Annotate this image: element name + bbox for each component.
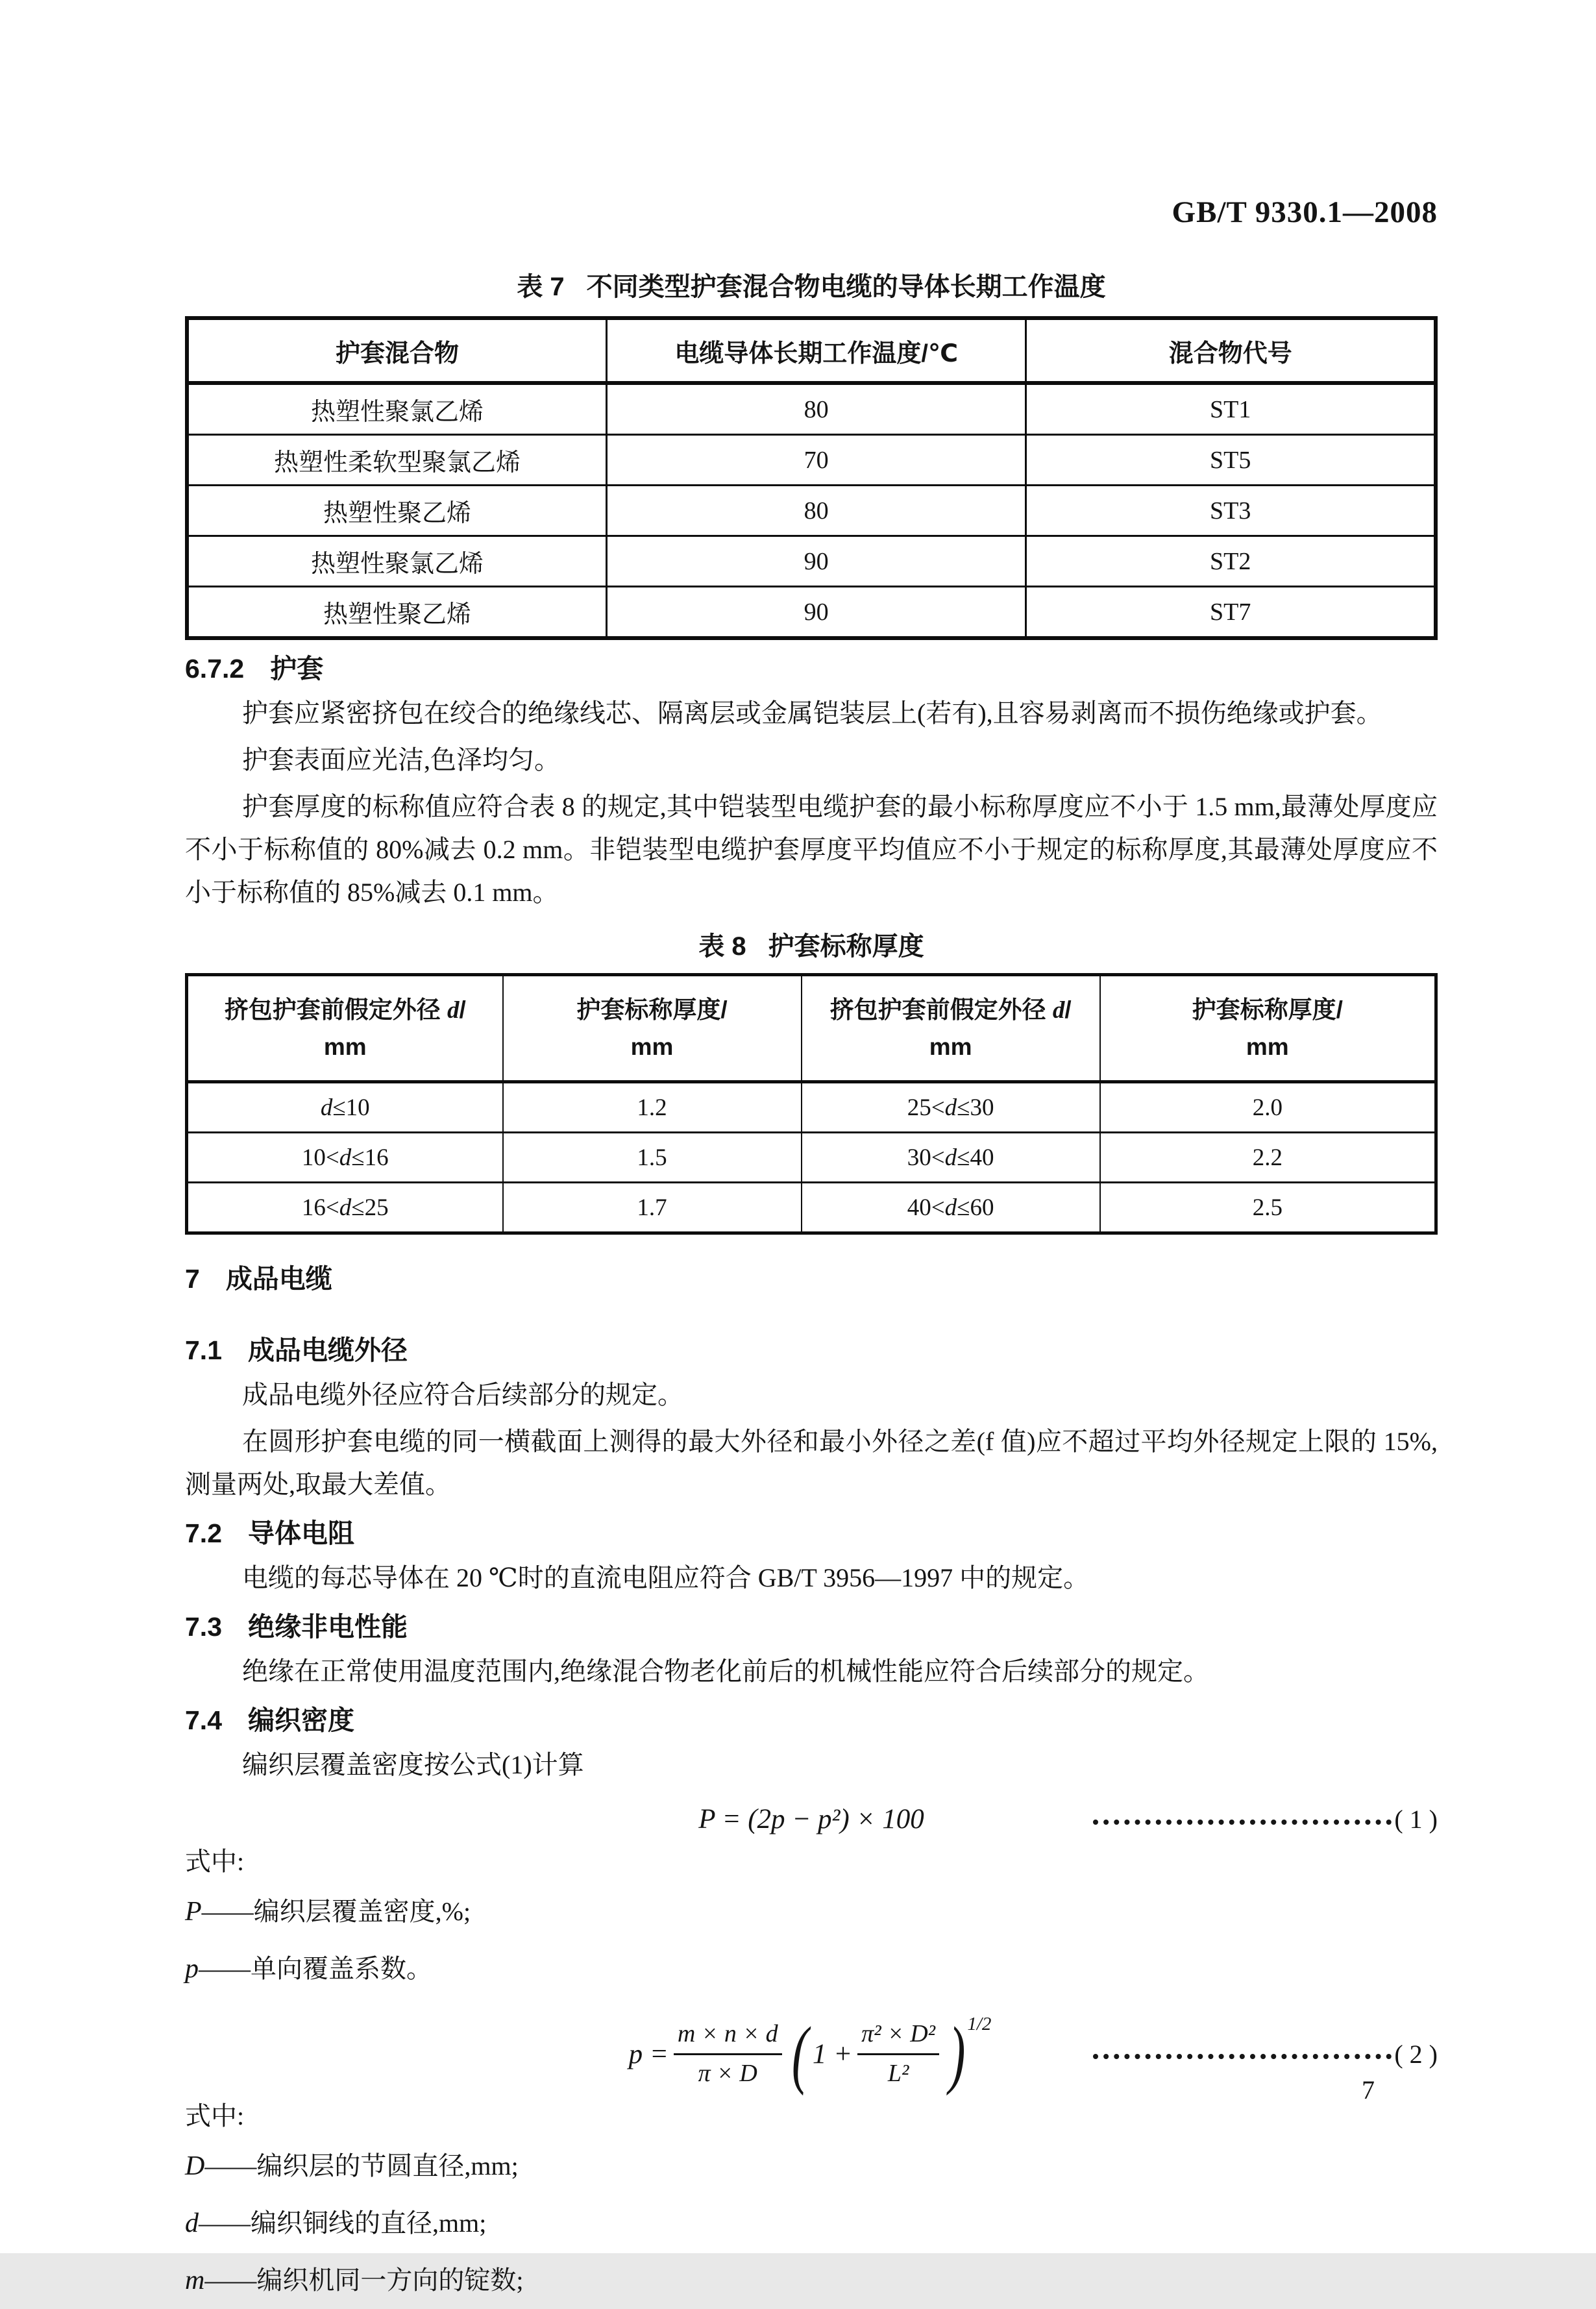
- where-intro: 式中:: [185, 2101, 245, 2131]
- table8-caption-title: 护套标称厚度: [768, 932, 924, 961]
- paragraph: 在圆形护套电缆的同一横截面上测得的最大外径和最小外径之差(f 值)应不超过平均外径规定上限的 15%,测量两处,取最大差值。: [185, 1427, 1438, 1499]
- table-cell: 1.7: [503, 1183, 802, 1233]
- exponent: 1/2: [967, 2013, 992, 2034]
- table-cell: ST3: [1026, 486, 1436, 536]
- table-cell: 25<d≤30: [802, 1082, 1100, 1133]
- table-cell: 1.2: [503, 1082, 802, 1133]
- table-cell: 热塑性聚氯乙烯: [187, 383, 606, 435]
- table-cell: 热塑性柔软型聚氯乙烯: [187, 435, 606, 486]
- paragraph: 电缆的每芯导体在 20 ℃时的直流电阻应符合 GB/T 3956—1997 中的规定。: [242, 1563, 1090, 1592]
- table7-caption: [185, 266, 1438, 303]
- fraction: $\frac{m \times n \times d}{\pi \times D}$: [674, 2019, 782, 2088]
- table8-header-cell: 护套标称厚度/ mm: [503, 975, 802, 1082]
- table-cell: 热塑性聚乙烯: [187, 587, 606, 639]
- table7-caption-title: 不同类型护套混合物电缆的导体长期工作温度: [586, 273, 1106, 301]
- variable-definition: p——单向覆盖系数。: [185, 1954, 432, 1984]
- section-title: 编织密度: [248, 1705, 354, 1735]
- paragraph: 绝缘在正常使用温度范围内,绝缘混合物老化前后的机械性能应符合后续部分的规定。: [242, 1657, 1209, 1686]
- section-number: 7.1: [185, 1335, 222, 1365]
- dotted-leader: [1093, 1820, 1392, 1825]
- table-row: [187, 435, 1436, 486]
- table-cell: d≤10: [187, 1082, 503, 1133]
- section-title: 护套: [270, 654, 324, 684]
- fraction: $\frac{\text{π² × D²}}{\text{L²}}$: [857, 2019, 939, 2088]
- section-title: 绝缘非电性能: [248, 1612, 408, 1642]
- section-number: 7.4: [185, 1705, 222, 1735]
- section-heading-7-4: [185, 1701, 1438, 1740]
- table-cell: 80: [606, 486, 1025, 536]
- formula-1-row: [185, 1803, 1438, 1835]
- table-cell: ST1: [1026, 383, 1436, 435]
- section-heading-7-1: [185, 1331, 1438, 1370]
- table8-header-row: [187, 975, 1436, 1082]
- paragraph: 护套厚度的标称值应符合表 8 的规定,其中铠装型电缆护套的最小标称厚度应不小于 1.5 mm,最薄处厚度应不小于标称值的 80%减去 0.2 mm。非铠装型电缆护套厚度平均值应不小于规定的标称厚度,其最薄处厚度应不小于标称值的 85%减去 0.1 mm。: [185, 792, 1438, 907]
- table8-caption-label: 表 8: [698, 932, 746, 961]
- table-row: [187, 486, 1436, 536]
- table-cell: 40<d≤60: [802, 1183, 1100, 1233]
- table-cell: 2.5: [1252, 1194, 1283, 1221]
- table-row: [187, 536, 1436, 587]
- section-number: 6.7.2: [185, 654, 245, 684]
- page-number: 7: [1362, 2075, 1375, 2105]
- table-cell: ST2: [1026, 536, 1436, 587]
- standard-number: GB/T 9330.1—2008: [1172, 195, 1438, 229]
- table-cell: 热塑性聚乙烯: [187, 486, 606, 536]
- formula-1-label: ( 1 ): [1394, 1805, 1438, 1834]
- section-title: 导体电阻: [248, 1518, 354, 1548]
- table7-header-cell: 混合物代号: [1026, 318, 1436, 383]
- section-title: 成品电缆外径: [248, 1335, 408, 1365]
- table-cell: 70: [606, 435, 1025, 486]
- table-cell: 热塑性聚氯乙烯: [187, 536, 606, 587]
- variable-definition: D——编织层的节圆直径,mm;: [185, 2151, 519, 2182]
- section-heading-7: [185, 1259, 1438, 1298]
- table-cell: 30<d≤40: [802, 1133, 1100, 1183]
- table-cell: ST7: [1210, 598, 1251, 626]
- table8-header-cell: 护套标称厚度/ mm: [1100, 975, 1436, 1082]
- variable-definition: m——编织机同一方向的锭数;: [185, 2266, 524, 2296]
- section-number: 7: [185, 1264, 200, 1294]
- table-row: [187, 1082, 1436, 1133]
- section-number: 7.3: [185, 1612, 222, 1642]
- table-cell: 1.5: [503, 1133, 802, 1183]
- variable-definition: P——编织层覆盖密度,%;: [185, 1897, 471, 1927]
- table7-header-cell: 电缆导体长期工作温度/℃: [606, 318, 1025, 383]
- where-intro: 式中:: [185, 1847, 245, 1876]
- section-heading-6-7-2: [185, 649, 1438, 688]
- paragraph: 成品电缆外径应符合后续部分的规定。: [242, 1380, 683, 1409]
- table-cell: 16<d≤25: [187, 1183, 503, 1233]
- paragraph: 护套应紧密挤包在绞合的绝缘线芯、隔离层或金属铠装层上(若有),且容易剥离而不损伤绝缘或护套。: [242, 698, 1382, 728]
- table7-header-cell: 护套混合物: [187, 318, 606, 383]
- table-cell: 2.0: [1100, 1082, 1436, 1133]
- table7-header-row: [187, 318, 1436, 383]
- variable-definition: d——编织铜线的直径,mm;: [185, 2208, 487, 2239]
- table8-caption: [185, 926, 1438, 963]
- formula-2-row: [185, 2011, 1438, 2097]
- formula-2-label: ( 2 ): [1394, 2039, 1438, 2069]
- table-8: [185, 973, 1438, 1235]
- table8-header-cell: 挤包护套前假定外径 d/ mm: [802, 975, 1100, 1082]
- table-7: [185, 316, 1438, 640]
- table-cell: 10<d≤16: [187, 1133, 503, 1183]
- dotted-leader: [1093, 2054, 1392, 2059]
- table8-header-cell: 挤包护套前假定外径 d/ mm: [187, 975, 503, 1082]
- section-title: 成品电缆: [225, 1264, 332, 1294]
- section-number: 7.2: [185, 1518, 222, 1548]
- paragraph: 护套表面应光洁,色泽均匀。: [242, 745, 560, 774]
- table-row: [187, 1183, 1436, 1233]
- table-cell: 90: [606, 536, 1025, 587]
- table-row: [187, 587, 1436, 639]
- table-row: [187, 383, 1436, 435]
- paragraph: 编织层覆盖密度按公式(1)计算: [242, 1750, 584, 1779]
- table-row: [187, 1133, 1436, 1183]
- table7-caption-label: 表 7: [517, 273, 565, 301]
- section-heading-7-2: [185, 1514, 1438, 1553]
- table-cell: ST5: [1026, 435, 1436, 486]
- formula-1: P = (2p − p²) × 100: [698, 1804, 924, 1834]
- table-cell: 80: [606, 383, 1025, 435]
- section-heading-7-3: [185, 1607, 1438, 1646]
- table-cell: 2.2: [1100, 1133, 1436, 1183]
- formula-2: p = $\frac{m \times n \times d}{\pi \times D}$ ( 1 + $\frac{\text{π² × D²}}{\text{L²}}$ ) 1/2: [628, 2011, 992, 2097]
- table-cell: 90: [606, 587, 1025, 639]
